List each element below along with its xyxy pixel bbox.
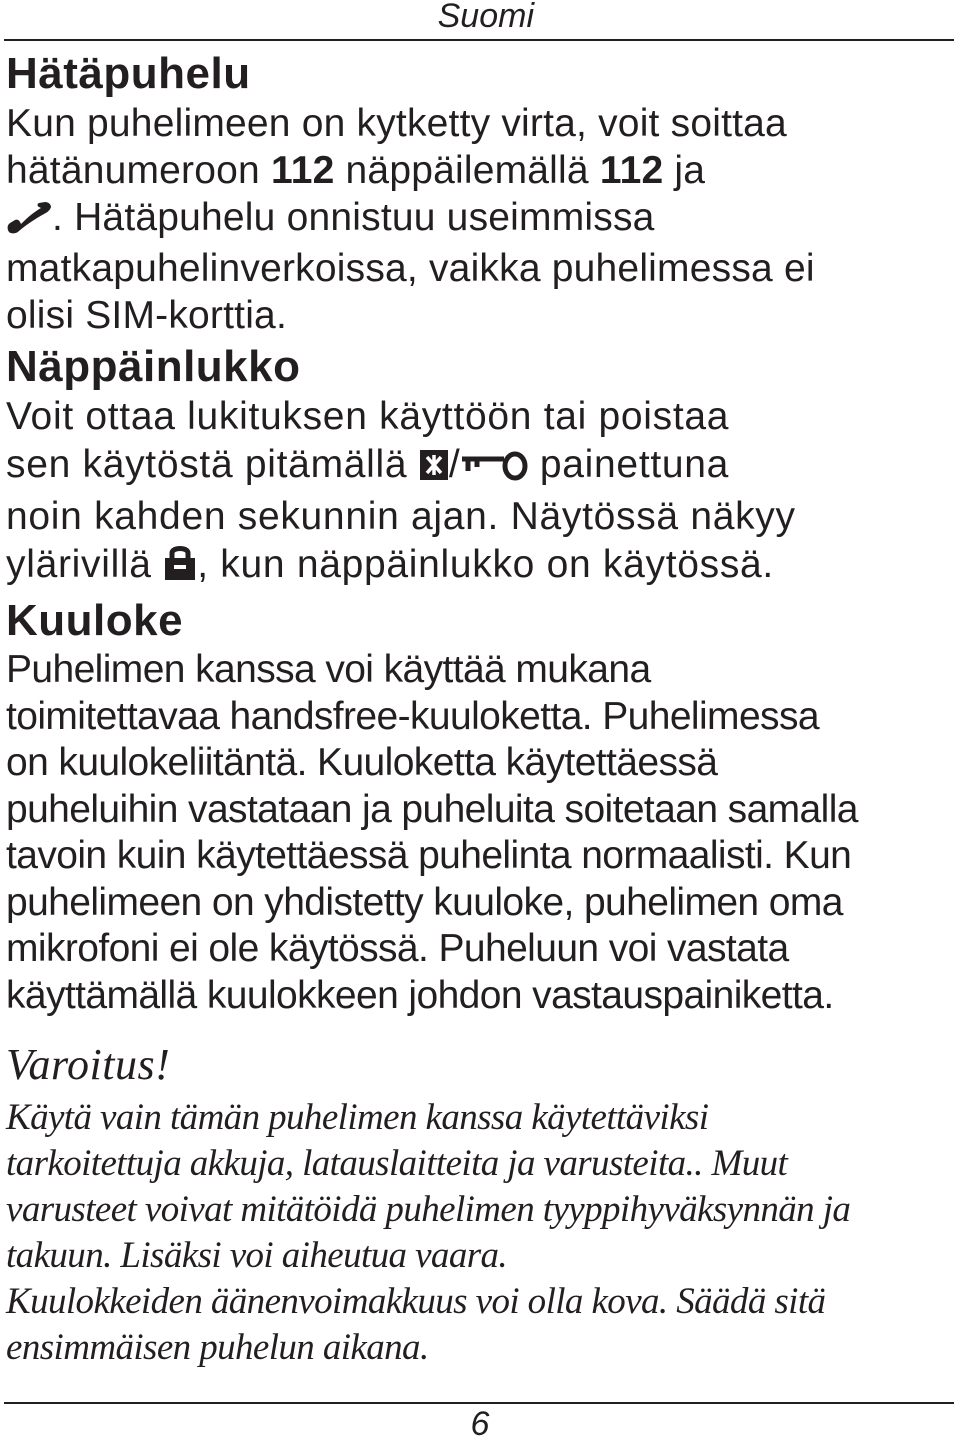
keylock-line-1: Voit ottaa lukituksen käyttöön tai poistaa (6, 395, 730, 438)
headset-line: mikrofoni ei ole käytössä. Puheluun voi vastata (6, 927, 789, 970)
top-divider (4, 39, 954, 41)
headset-line: tavoin kuin käytettäessä puhelinta normaalisti. Kun (6, 834, 852, 877)
warning-line: varusteet voivat mitätöidä puhelimen tyyppihyväksynnän ja (6, 1189, 851, 1230)
headset-line: on kuulokeliitäntä. Kuuloketta käytettäessä (6, 741, 718, 784)
emergency-line-5: olisi SIM-korttia. (6, 294, 287, 337)
padlock-icon (163, 543, 197, 593)
keylock-section (6, 341, 951, 593)
keylock-slash: / (448, 443, 461, 486)
headset-line: Puhelimen kanssa voi käyttää mukana (6, 648, 651, 691)
warning-line: ensimmäisen puhelun aikana. (6, 1327, 429, 1368)
warning-section (6, 1035, 951, 1371)
keylock-line-4b: , kun näppäinlukko on käytössä. (197, 543, 774, 586)
emergency-number-2: 112 (599, 149, 664, 192)
headset-text (6, 647, 951, 1019)
warning-line: Kuulokkeiden äänenvoimakkuus voi olla kova. Säädä sitä (6, 1281, 826, 1322)
keylock-text (6, 393, 951, 593)
page-content (6, 48, 951, 1371)
keylock-line-2b: painettuna (528, 443, 730, 486)
page-number: 6 (470, 1405, 490, 1443)
keylock-line-2a: sen käytöstä pitämällä (6, 443, 419, 486)
keylock-line-3: noin kahden sekunnin ajan. Näytössä näkyy (6, 495, 796, 538)
emergency-title: Hätäpuhelu (6, 49, 251, 98)
headset-line: puhelimeen on yhdistetty kuuloke, puhelimen oma (6, 880, 843, 924)
warning-line: takuun. Lisäksi voi aiheutua vaara. (6, 1235, 508, 1276)
headset-section (6, 595, 951, 1019)
headset-line: puheluihin vastataan ja puheluita soitetaan samalla (6, 787, 858, 831)
keylock-title: Näppäinlukko (6, 342, 301, 391)
emergency-line-2a: hätänumeroon (6, 149, 271, 192)
phone-call-icon (6, 198, 52, 245)
star-key-icon (419, 445, 449, 493)
emergency-line-2b: näppäilemällä (334, 149, 600, 192)
emergency-line-1: Kun puhelimeen on kytketty virta, voit soittaa (6, 102, 787, 145)
warning-line: Käytä vain tämän puhelimen kanssa käytettäviksi (6, 1097, 709, 1138)
keylock-line-4a: ylärivillä (6, 543, 164, 586)
warning-line: tarkoitettuja akkuja, latauslaitteita ja varusteita.. Muut (6, 1143, 788, 1184)
headset-line: toimitettavaa handsfree-kuuloketta. Puhelimessa (6, 694, 819, 738)
emergency-section (6, 48, 951, 339)
headset-line: käyttämällä kuulokkeen johdon vastauspainiketta. (6, 973, 834, 1017)
emergency-number-1: 112 (270, 149, 335, 192)
emergency-line-2c: ja (663, 149, 706, 192)
key-icon (460, 445, 528, 493)
headset-title: Kuuloke (6, 596, 184, 645)
emergency-line-4: matkapuhelinverkoissa, vaikka puhelimessa ei (6, 247, 815, 290)
emergency-text (6, 100, 951, 339)
language-label: Suomi (437, 0, 534, 35)
warning-text (6, 1095, 951, 1371)
emergency-line-3: . Hätäpuhelu onnistuu useimmissa (52, 196, 655, 239)
warning-title: Varoitus! (6, 1040, 171, 1089)
